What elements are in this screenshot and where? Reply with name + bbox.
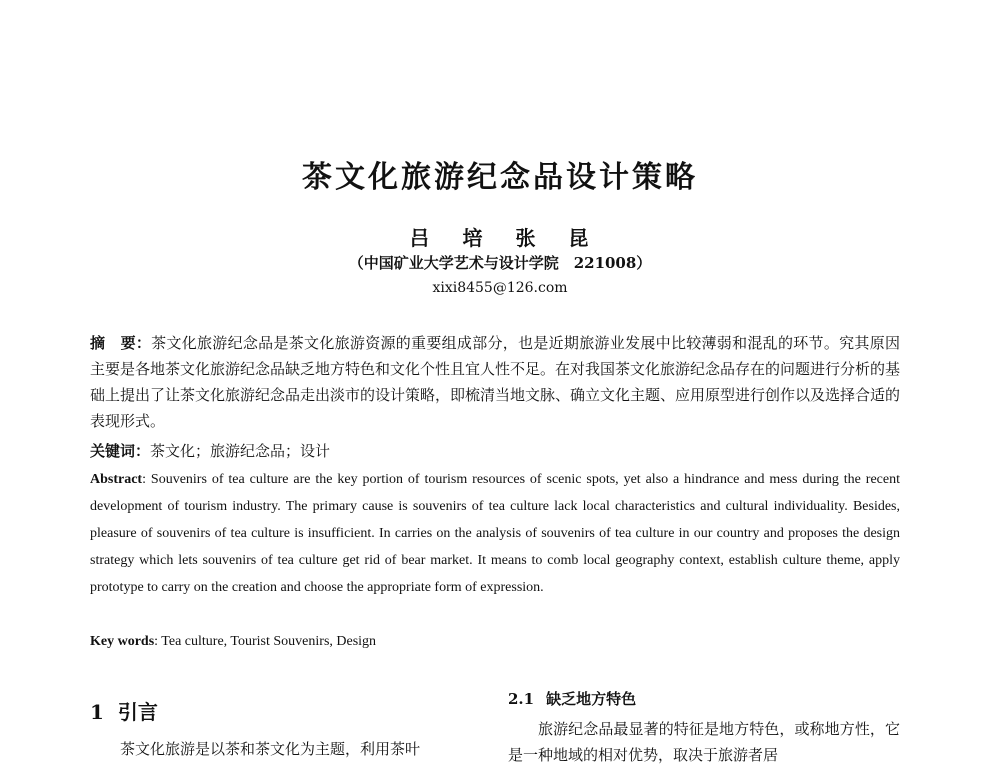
section-2-1-heading <box>508 688 636 709</box>
paper-authors: 吕 培 张 昆 <box>409 226 591 250</box>
abstract-cn-label: 摘 要： <box>90 334 152 352</box>
abstract-en-label: Abstract <box>90 472 143 487</box>
section-2-1-title: 缺乏地方特色 <box>546 690 637 708</box>
paper-affiliation: （中国矿业大学艺术与设计学院 221008） <box>348 254 652 272</box>
keywords-en-label: Key words <box>90 634 155 649</box>
section-1-body: 茶文化旅游是以茶和茶文化为主题，利用茶叶 <box>120 740 421 758</box>
section-1-number: 1 <box>90 700 104 724</box>
paper-email: xixi8455@126.com <box>432 280 568 296</box>
section-1-title: 引言 <box>117 700 158 724</box>
section-2-1-body: 旅游纪念品最显著的特征是地方特色，或称地方性，它是一种地域的相对优势，取决于旅游者居 <box>508 720 900 764</box>
abstract-cn-text: 茶文化旅游纪念品是茶文化旅游资源的重要组成部分，也是近期旅游业发展中比较薄弱和混乱的环节。究其原因主要是各地茶文化旅游纪念品缺乏地方特色和文化个性且宜人性不足。在对我国茶文化旅游纪念品存在的问题进行分析的基础上提出了让茶文化旅游纪念品走出淡市的设计策略，即梳清当地文脉、确立文化主题、应用原型进行创作以及选择合适的表现形式。 <box>90 334 901 430</box>
keywords-english <box>90 628 900 655</box>
keywords-chinese <box>90 438 900 464</box>
keywords-cn-label: 关键词： <box>90 442 151 460</box>
abstract-chinese <box>90 330 900 434</box>
section-2-1-number: 2.1 <box>508 690 535 708</box>
keywords-cn-text: 茶文化；旅游纪念品；设计 <box>150 442 331 460</box>
abstract-en-text: : Souvenirs of tea culture are the key portion of tourism resources of scenic spots, yet also a hindrance and mess during the recent development of tourism industry. The primary cause is souvenirs of tea culture lack local characteristics and cultural individuality. Besides, pleasure of souvenirs of tea culture is insufficient. In carries on the analysis of souvenirs of tea culture in our country and proposes the design strategy which lets souvenirs of tea culture get rid of bear market. It means to comb local geography context, establish culture theme, apply prototype to carry on the creation and choose the appropriate form of expression. <box>90 472 900 595</box>
keywords-en-text: : Tea culture, Tourist Souvenirs, Design <box>154 634 377 649</box>
section-1-heading <box>90 696 158 725</box>
paper-title: 茶文化旅游纪念品设计策略 <box>302 160 698 195</box>
abstract-english <box>90 466 900 601</box>
